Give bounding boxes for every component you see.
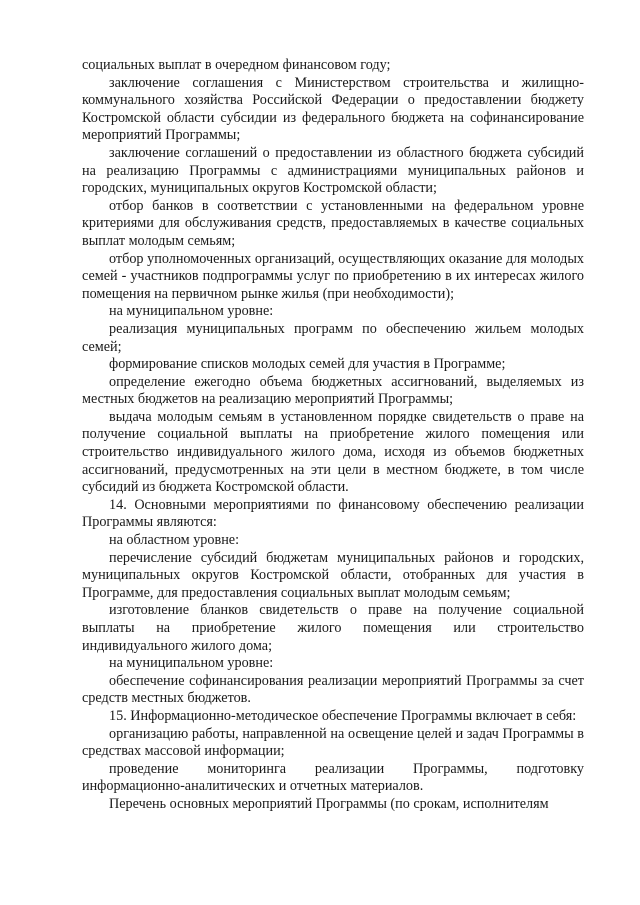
paragraph: обеспечение софинансирования реализации мероприятий Программы за счет средств местных бюджетов. — [82, 672, 584, 707]
section-15-heading: 15. Информационно-методическое обеспечение Программы включает в себя: — [109, 707, 577, 724]
paragraph: формирование списков молодых семей для участия в Программе; — [109, 356, 506, 373]
section-14-heading: 14. Основными мероприятиями по финансовому обеспечению реализации Программы являются: — [82, 496, 584, 531]
paragraph: отбор банков в соответствии с установленными на федеральном уровне критериями для обслуживания средств, предоставляемых в качестве социальных выплат молодым семьям; — [82, 197, 584, 249]
paragraph: выдача молодым семьям в установленном порядке свидетельств о праве на получение социальной выплаты на приобретение жилого помещения или строительство индивидуального жилого дома, исходя из объемов бюджетных ассигнований, предусмотренных на эти цели в местном бюджете, в том числе субсидий из бюджета Костромской области. — [82, 408, 584, 496]
paragraph: заключение соглашения с Министерством строительства и жилищно-коммунального хозяйства Российской Федерации о предоставлении бюджету Костромской области субсидии из федерального бюджета на софинансирование мероприятий Программы; — [82, 74, 584, 144]
paragraph: на областном уровне: — [109, 532, 240, 549]
paragraph: на муниципальном уровне: — [109, 655, 274, 672]
paragraph-continuation: социальных выплат в очередном финансовом году; — [82, 57, 391, 73]
document-page — [82, 57, 584, 814]
paragraph: заключение соглашений о предоставлении из областного бюджета субсидий на реализацию Программы с администрациями муниципальных районов и городских, муниципальных округов Костромской области; — [82, 144, 584, 197]
paragraph: отбор уполномоченных организаций, осуществляющих оказание для молодых семей - участников подпрограммы услуг по приобретению в их интересах жилого помещения на первичном рынке жилья (при необходимости); — [82, 250, 584, 302]
paragraph: на муниципальном уровне: — [109, 303, 274, 320]
paragraph: изготовление бланков свидетельств о праве на получение социальной выплаты на приобретение жилого помещения или строительство индивидуального жилого дома; — [82, 602, 584, 654]
paragraph: проведение мониторинга реализации Программы, подготовку информационно-аналитических и отчетных материалов. — [82, 760, 584, 795]
paragraph: перечисление субсидий бюджетам муниципальных районов и городских, муниципальных округов Костромской области, отобранных для участия в Программе, для предоставления социальных выплат молодым семьям; — [82, 549, 584, 601]
paragraph: реализация муниципальных программ по обеспечению жильем молодых семей; — [82, 320, 584, 355]
paragraph: организацию работы, направленной на освещение целей и задач Программы в средствах массовой информации; — [82, 725, 584, 760]
paragraph: определение ежегодно объема бюджетных ассигнований, выделяемых из местных бюджетов на реализацию мероприятий Программы; — [82, 373, 584, 408]
paragraph: Перечень основных мероприятий Программы (по срокам, исполнителям — [109, 795, 549, 812]
